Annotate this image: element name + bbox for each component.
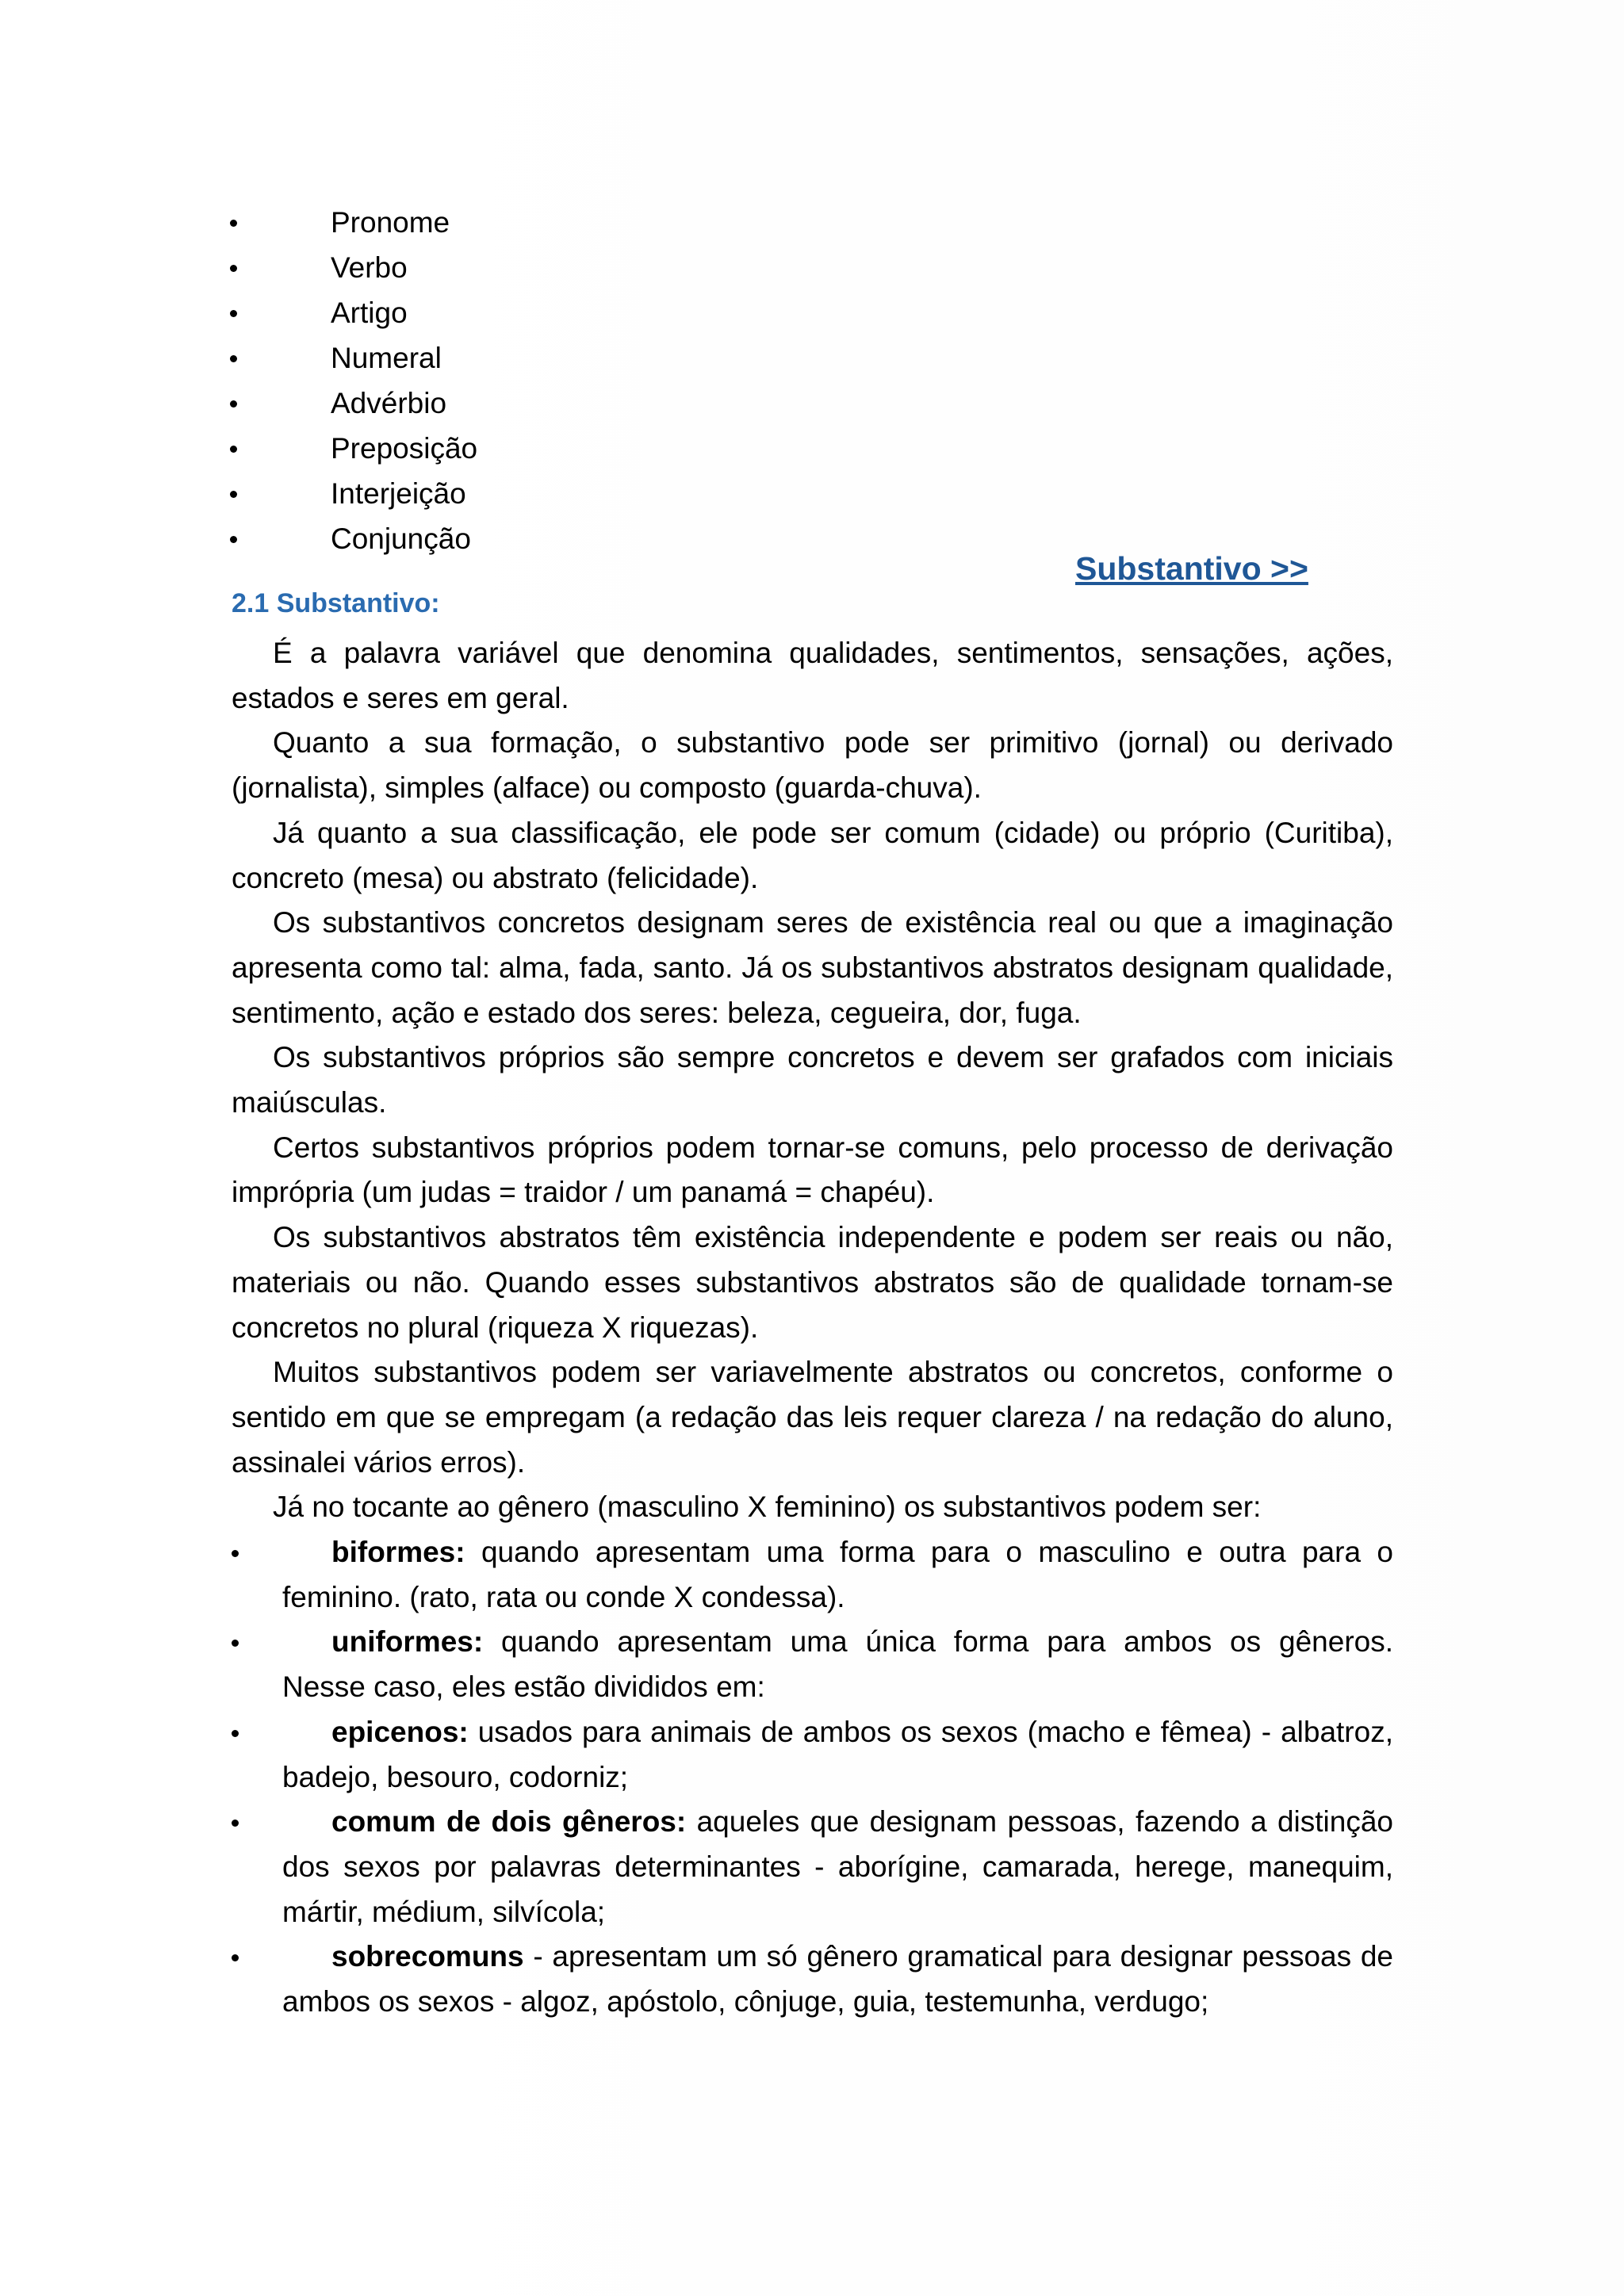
paragraph: Muitos substantivos podem ser variavelmente abstratos ou concretos, conforme o sentido em que se empregam (a redação das leis requer clareza / na redação do aluno, assinalei vários erros). (232, 1356, 1393, 1479)
list-item: Numeral (230, 335, 1419, 381)
paragraph: Certos substantivos próprios podem tornar-se comuns, pelo processo de derivação imprópria (um judas = traidor / um panamá = chapéu). (232, 1131, 1393, 1209)
bullet-icon (232, 1640, 239, 1647)
section-title: 2.1 Substantivo: (232, 588, 440, 618)
term: biformes: (331, 1536, 465, 1569)
list-item: Preposição (230, 426, 1419, 471)
definition: quando apresentam uma forma para o masculino e outra para o feminino. (rato, rata ou conde X condessa). (282, 1536, 1393, 1613)
bullet-icon (230, 220, 237, 227)
paragraph: Já no tocante ao gênero (masculino X feminino) os substantivos podem ser: (273, 1490, 1262, 1524)
list-item (232, 1620, 1393, 1709)
term: uniformes: (331, 1625, 484, 1659)
gender-type-list (232, 1530, 1393, 2025)
list-item: Interjeição (230, 471, 1419, 516)
list-item (232, 1800, 1393, 1934)
term: sobrecomuns (331, 1940, 524, 1973)
section-body (232, 631, 1393, 2025)
paragraph: Já quanto a sua classificação, ele pode ser comum (cidade) ou próprio (Curitiba), concreto (mesa) ou abstrato (felicidade). (232, 816, 1393, 894)
paragraph: Os substantivos próprios são sempre concretos e devem ser grafados com iniciais maiúsculas. (232, 1041, 1393, 1119)
bullet-icon (230, 310, 237, 317)
list-item: Conjunção (230, 516, 1419, 561)
bullet-icon (230, 355, 237, 362)
definition: usados para animais de ambos os sexos (macho e fêmea) - albatroz, badejo, besouro, codorniz; (282, 1715, 1393, 1793)
bullet-icon (232, 1954, 239, 1961)
paragraph: É a palavra variável que denomina qualidades, sentimentos, sensações, ações, estados e seres em geral. (232, 637, 1393, 714)
paragraph: Os substantivos concretos designam seres de existência real ou que a imaginação apresenta como tal: alma, fada, santo. Já os substantivos abstratos designam qualidade, sentimento, ação e estado dos seres: beleza, cegueira, dor, fuga. (232, 906, 1393, 1029)
bullet-icon (230, 491, 237, 498)
definition: - apresentam um só gênero gramatical para designar pessoas de ambos os sexos - algoz, apóstolo, cônjuge, guia, testemunha, verdugo; (282, 1940, 1393, 2019)
bullet-icon (230, 536, 237, 543)
bullet-icon (230, 400, 237, 408)
list-item (232, 1530, 1393, 1620)
term: comum de dois gêneros: (331, 1805, 687, 1839)
list-item (232, 1934, 1393, 2024)
word-class-list (230, 200, 1419, 561)
term: epicenos: (331, 1715, 469, 1748)
bullet-icon (232, 1730, 239, 1737)
bullet-icon (230, 265, 237, 272)
bullet-icon (232, 1820, 239, 1827)
substantivo-link[interactable]: Substantivo >> (1075, 550, 1308, 587)
bullet-icon (230, 446, 237, 453)
bullet-icon (232, 1550, 239, 1557)
definition: aqueles que designam pessoas, fazendo a distinção dos sexos por palavras determinantes - aborígine, camarada, herege, manequim, mártir, médium, silvícola; (282, 1805, 1393, 1928)
paragraph: Quanto a sua formação, o substantivo pode ser primitivo (jornal) ou derivado (jornalista), simples (alface) ou composto (guarda-chuva). (232, 726, 1393, 805)
list-item: Advérbio (230, 381, 1419, 426)
list-item: Artigo (230, 290, 1419, 335)
list-item (232, 1710, 1393, 1800)
list-item: Pronome (230, 200, 1419, 245)
definition: quando apresentam uma única forma para ambos os gêneros. Nesse caso, eles estão divididos em: (282, 1625, 1393, 1704)
paragraph: Os substantivos abstratos têm existência independente e podem ser reais ou não, materiais ou não. Quando esses substantivos abstratos são de qualidade tornam-se concretos no plural (riqueza X riquezas). (232, 1221, 1393, 1344)
list-item: Verbo (230, 245, 1419, 290)
